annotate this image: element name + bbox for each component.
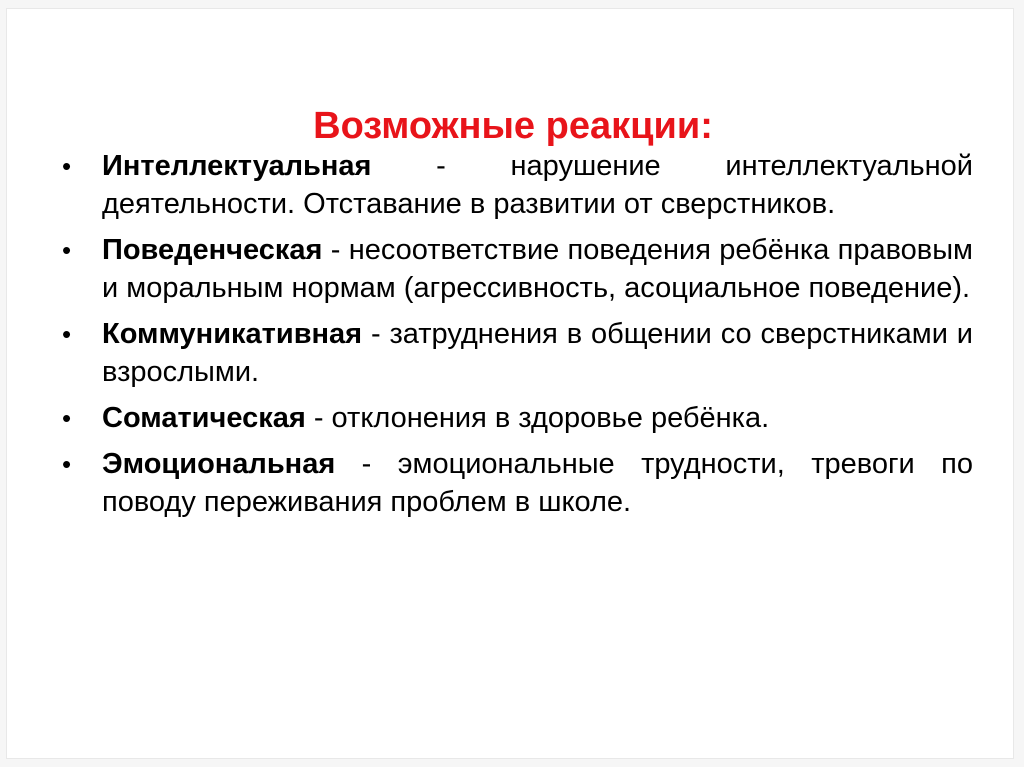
item-term: Эмоциональная: [102, 448, 336, 480]
item-description: - несоответствие поведения ребёнка правовым и моральным нормам (агрессивность, асоциальное поведение).: [102, 234, 973, 304]
reaction-list: [61, 147, 973, 529]
item-description: - затруднения в общении со сверстниками и взрослыми.: [102, 318, 973, 388]
item-description: - нарушение интеллектуальной деятельности. Отставание в развитии от сверстников.: [102, 150, 973, 220]
list-item: [61, 315, 973, 391]
bullet-icon: •: [62, 151, 72, 181]
list-item: [61, 445, 973, 521]
list-item: [61, 399, 973, 437]
list-item: [61, 147, 973, 223]
slide: [6, 8, 1014, 759]
item-term: Поведенческая: [102, 234, 323, 266]
item-term: Интеллектуальная: [102, 150, 372, 182]
item-term: Коммуникативная: [102, 318, 363, 350]
bullet-icon: •: [62, 449, 72, 479]
item-term: Соматическая: [102, 402, 306, 434]
bullet-icon: •: [62, 403, 72, 433]
item-description: - отклонения в здоровье ребёнка.: [305, 402, 770, 434]
item-description: - эмоциональные трудности, тревоги по поводу переживания проблем в школе.: [102, 448, 973, 518]
list-item: [61, 231, 973, 307]
bullet-icon: •: [62, 319, 72, 349]
page-title: Возможные реакции:: [313, 105, 713, 148]
bullet-icon: •: [62, 235, 72, 265]
